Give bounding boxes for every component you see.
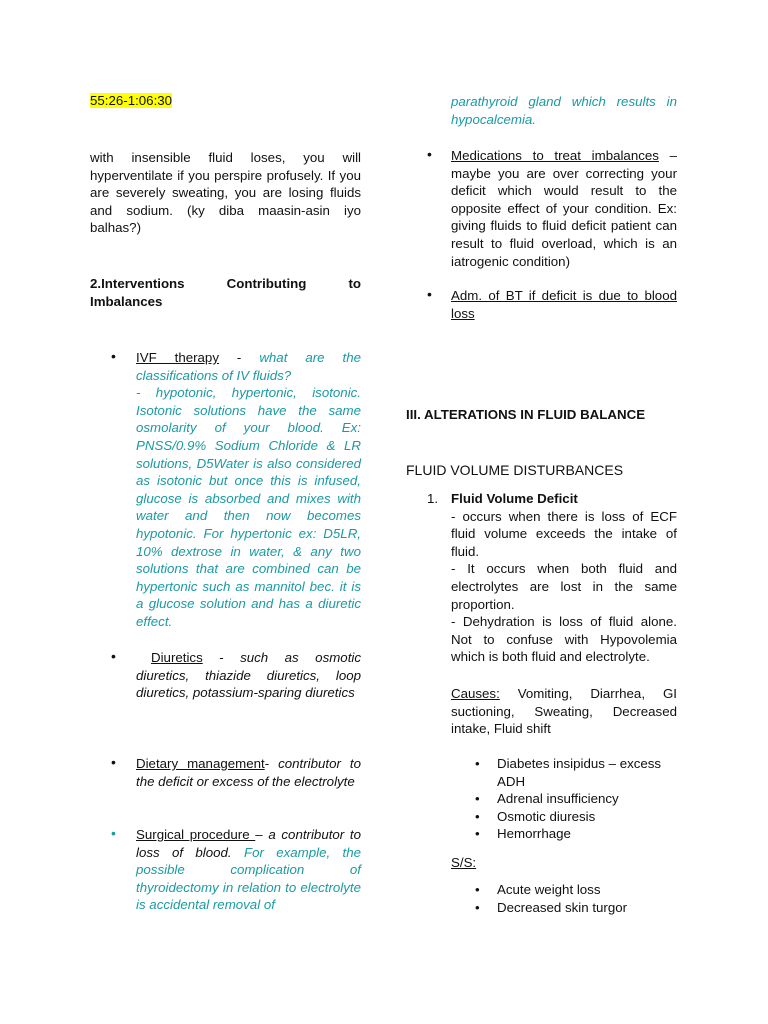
list-item: • Decreased skin turgor (475, 899, 628, 915)
causes-label: Causes: (451, 686, 500, 701)
bullet-diuretics: • (111, 648, 116, 664)
list-item: • Adrenal insufficiency (475, 791, 619, 807)
medications-item: Medications to treat imbalances – maybe you are over correcting your deficit which would result to the opposite effect of your condition. Ex: giving fluids to fluid deficit patient can result to fluid overload, which is an iatrogenic condition) (451, 148, 677, 269)
bullet-surgical: • (111, 825, 116, 841)
causes-list (475, 755, 677, 843)
ss-list (475, 881, 677, 916)
dietary-item: Dietary management- contributor to the deficit or excess of the electrolyte (136, 756, 361, 789)
list-item: • Acute weight loss (475, 882, 601, 897)
surgical-label: Surgical procedure (136, 827, 256, 842)
list-item: • Hemorrhage (475, 826, 571, 842)
timestamp: 55:26-1:06:30 (90, 93, 173, 108)
paragraph-insensible-loss: with insensible fluid loses, you will hyperventilate if you perspire profusely. If you are severely sweating, you are losing fluids and sodium. (ky diba maasin-asin iyo balhas?) (90, 150, 361, 236)
list-item: • Diabetes insipidus – excess ADH (475, 756, 662, 789)
bullet-ivf: • (111, 348, 116, 364)
list-item: • Osmotic diuresis (475, 808, 596, 824)
bullet-bt: • (427, 286, 432, 302)
fvd-title: Fluid Volume Deficit (451, 491, 578, 506)
diuretics-item: Diuretics - such as osmotic diuretics, thiazide diuretics, loop diuretics, potassium-sparing diuretics (136, 650, 361, 701)
ivf-therapy-item: IVF therapy - what are the classifications of IV fluids? - hypotonic, hypertonic, isotonic. Isotonic solutions have the same osmolarity of your blood. Ex: PNSS/0.9% Sodium Chloride & LR solutions, D5Water is also considered as isotonic but once this is infused, glucose is absorbed and mixes with water and then now becomes hypotonic. For hypertonic ex: D5LR, 10% dextrose in water, & any two solutions that are combined can be hypertonic such as mannitol bec. it is a glucose solution and has a diuretic effect. (136, 350, 361, 629)
fvd-number: 1. (427, 491, 439, 506)
subsection-heading: FLUID VOLUME DISTURBANCES (406, 462, 624, 478)
ivf-therapy-body: - hypotonic, hypertonic, isotonic. Isotonic solutions have the same osmolarity of your blood. Ex: PNSS/0.9% Sodium Chloride & LR solutions, D5Water is also considered as isotonic but once this is infused, glucose is absorbed and mixes with water and then now becomes hypotonic. For hypertonic ex: D5LR, 10% dextrose in water, & any two solutions that are combined can be hypertonic such as mannitol bec. it is a glucose solution and has a diuretic effect. (136, 385, 361, 629)
surgical-item: Surgical procedure – a contributor to loss of blood. For example, the possible complication of thyroidectomy in relation to electrolyte is accidental removal of (136, 827, 361, 913)
bt-item: Adm. of BT if deficit is due to blood loss (451, 288, 677, 321)
ivf-therapy-label: IVF therapy (136, 350, 219, 365)
bullet-medications: • (427, 146, 432, 162)
causes-paragraph: Causes: Vomiting, Diarrhea, GI suctioning, Sweating, Decreased intake, Fluid shift (451, 686, 677, 737)
heading-interventions: 2.Interventions Contributing to Imbalances (90, 276, 361, 309)
section-heading: III. ALTERATIONS IN FLUID BALANCE (406, 407, 646, 422)
medications-label: Medications to treat imbalances (451, 148, 659, 163)
surgical-continuation: parathyroid gland which results in hypocalcemia. (451, 94, 677, 127)
fvd-item: Fluid Volume Deficit - occurs when there is loss of ECF fluid volume exceeds the intake of fluid. - It occurs when both fluid and electrolytes are lost in the same proportion. - Dehydration is loss of fluid alone. Not to confuse with Hypovolemia which is both fluid and electrolyte. (451, 491, 677, 665)
bullet-dietary: • (111, 754, 116, 770)
dietary-label: Dietary management (136, 756, 265, 771)
ss-label: S/S: (451, 855, 477, 870)
diuretics-label: Diuretics (151, 650, 203, 665)
